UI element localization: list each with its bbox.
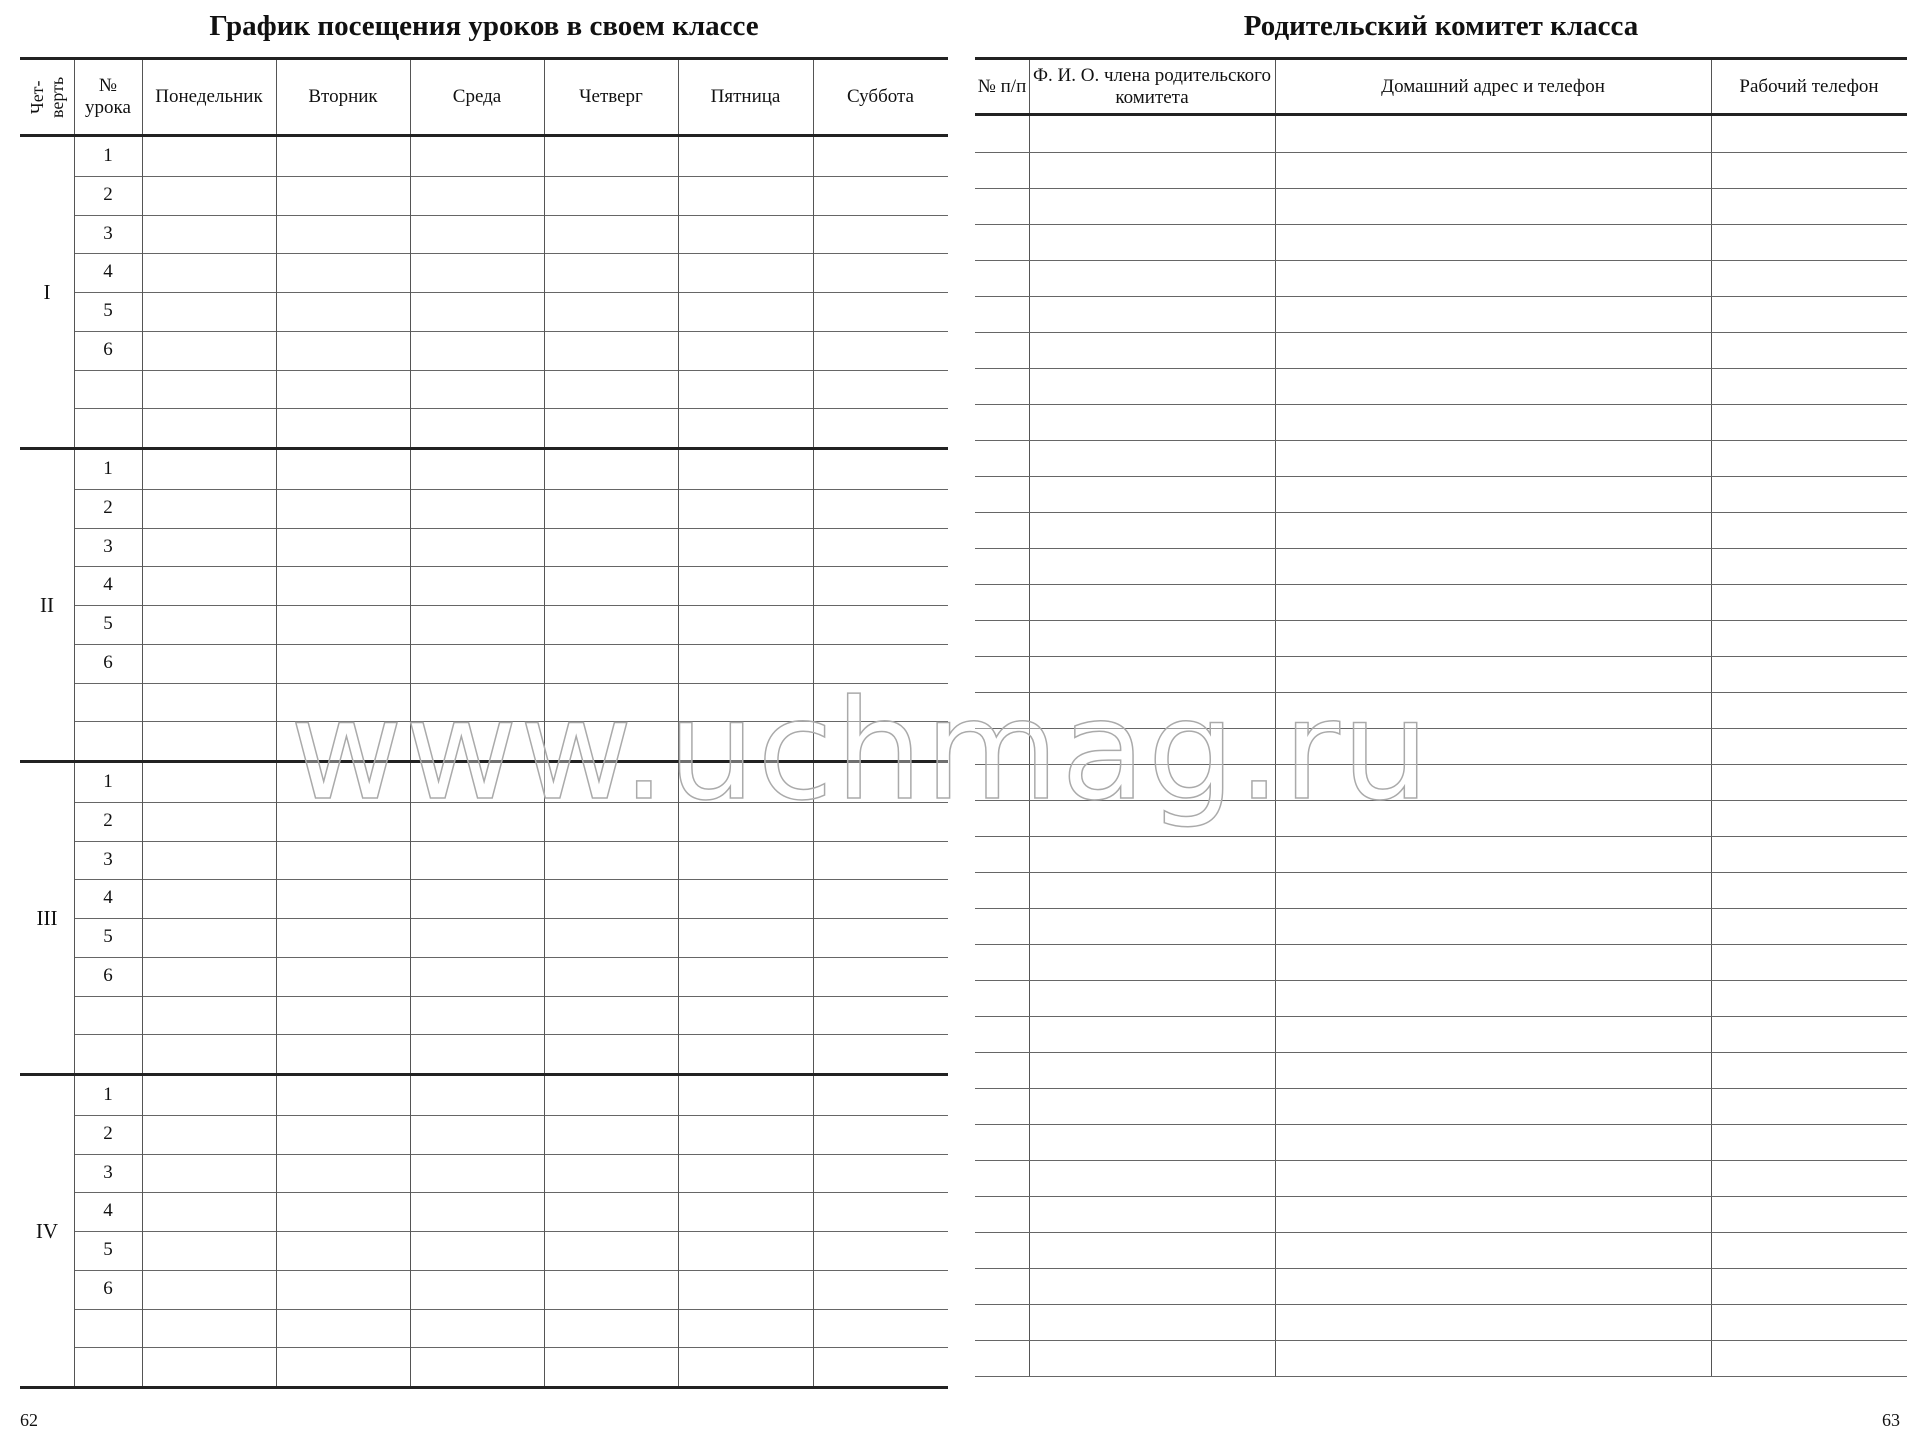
watermark: www.uchmag.ru xyxy=(290,670,1432,831)
table-header xyxy=(975,57,1907,116)
lesson-number: 2 xyxy=(103,809,113,831)
lesson-number: 4 xyxy=(103,1200,113,1222)
header-saturday: Суббота xyxy=(846,86,914,107)
header-tuesday: Вторник xyxy=(308,86,378,107)
lesson-number: 5 xyxy=(103,613,113,634)
lesson-number: 5 xyxy=(103,926,113,947)
left-page-title: График посещения уроков в своем классе xyxy=(209,10,759,42)
header-thursday: Четверг xyxy=(579,86,643,107)
header-lesson-number: № урока xyxy=(85,75,131,118)
quarter-label: IV xyxy=(35,1218,59,1243)
table-header xyxy=(20,57,948,137)
page-number-right: 63 xyxy=(1882,1410,1900,1430)
page-number-left: 62 xyxy=(20,1410,38,1430)
lesson-number: 6 xyxy=(103,1277,113,1299)
header-wednesday: Среда xyxy=(452,86,502,107)
lesson-number: 2 xyxy=(103,183,113,205)
right-page-title: Родительский комитет класса xyxy=(1243,10,1639,42)
lesson-number: 1 xyxy=(103,771,113,792)
lesson-number: 2 xyxy=(103,1122,113,1144)
lesson-number: 3 xyxy=(103,535,113,557)
header-home-address: Домашний адрес и телефон xyxy=(1381,75,1605,97)
lesson-number: 4 xyxy=(103,574,113,596)
lesson-number: 6 xyxy=(103,338,113,360)
header-number: № п/п xyxy=(977,75,1027,97)
quarter-label: II xyxy=(40,592,54,617)
lesson-number: 3 xyxy=(103,1161,113,1183)
lesson-number: 1 xyxy=(103,458,113,479)
quarter-label: I xyxy=(43,279,51,304)
lesson-number: 4 xyxy=(103,261,113,283)
header-friday: Пятница xyxy=(710,86,781,107)
header-quarter: Чет-верть xyxy=(27,76,67,118)
lesson-number: 5 xyxy=(103,300,113,321)
quarter-block xyxy=(20,137,948,450)
header-monday: Понедельник xyxy=(155,86,263,107)
quarter-block xyxy=(20,1076,948,1389)
lesson-number: 6 xyxy=(103,964,113,986)
lesson-number: 3 xyxy=(103,222,113,244)
lesson-number: 6 xyxy=(103,651,113,673)
lesson-number: 1 xyxy=(103,1084,113,1105)
lesson-number: 2 xyxy=(103,496,113,518)
header-name: Ф. И. О. члена родительского комитета xyxy=(1033,64,1271,108)
lesson-number: 4 xyxy=(103,887,113,909)
lesson-number: 5 xyxy=(103,1239,113,1260)
header-work-phone: Рабочий телефон xyxy=(1739,75,1879,97)
lesson-number: 3 xyxy=(103,848,113,870)
lesson-number: 1 xyxy=(103,145,113,166)
quarter-label: III xyxy=(36,905,58,930)
